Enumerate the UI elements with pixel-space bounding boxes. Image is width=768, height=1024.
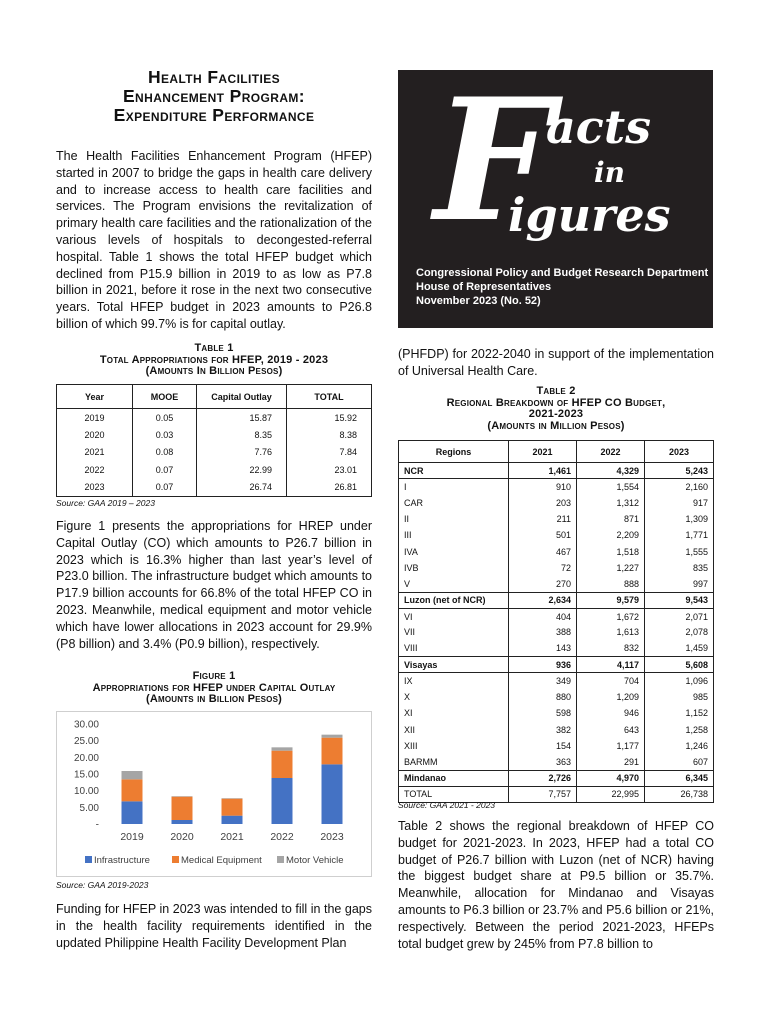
table1-cell: 2021 <box>57 444 133 462</box>
bar-motor-vehicle <box>172 796 193 797</box>
masthead-word-in: in <box>594 156 625 189</box>
table2-units: (Amounts in Million Pesos) <box>487 419 625 432</box>
table2-cell: 607 <box>645 754 714 770</box>
table1-cell: 22.99 <box>197 461 287 479</box>
table1-cell: 8.35 <box>197 426 287 444</box>
table2-cell: Mindanao <box>399 770 509 786</box>
table1-header: TOTAL <box>287 385 372 409</box>
bar-medical-equipment <box>172 797 193 820</box>
table2-cell: 22,995 <box>577 786 645 802</box>
table2-cell: 936 <box>509 657 577 673</box>
table2-cell: XIII <box>399 738 509 754</box>
table2-cell: 270 <box>509 576 577 592</box>
table2-cell: 946 <box>577 705 645 721</box>
table2-cell: 9,543 <box>645 592 714 608</box>
table2-cell: V <box>399 576 509 592</box>
table1-cell: 2022 <box>57 461 133 479</box>
table2-cell: 871 <box>577 511 645 527</box>
title-line-1: Health Facilities <box>147 67 281 87</box>
table2-row <box>399 641 714 657</box>
table2-cell: 4,970 <box>577 770 645 786</box>
table2-label: Table 2 <box>536 385 576 397</box>
figure1-source: Source: GAA 2019-2023 <box>56 880 149 890</box>
bar-motor-vehicle <box>272 747 293 750</box>
figure1-chart <box>56 711 372 877</box>
table2-cell: 2,209 <box>577 527 645 543</box>
table2-header: Regions <box>399 441 509 463</box>
table2-cell: 501 <box>509 527 577 543</box>
table2-row <box>399 495 714 511</box>
stacked-bar-chart <box>57 712 371 876</box>
table2-cell: Luzon (net of NCR) <box>399 592 509 608</box>
y-tick-label: 10.00 <box>73 786 99 798</box>
table2-cell: 154 <box>509 738 577 754</box>
table2-cell: 4,117 <box>577 657 645 673</box>
table2-cell: 1,554 <box>577 479 645 495</box>
y-tick-label: 30.00 <box>73 719 99 731</box>
table2-cell: 917 <box>645 495 714 511</box>
table2-cell: III <box>399 527 509 543</box>
table1-source: Source: GAA 2019 – 2023 <box>56 498 155 508</box>
figure1-title: Appropriations for HFEP under Capital Outlay <box>92 681 336 694</box>
table2-cell: 2,160 <box>645 479 714 495</box>
table2-row <box>399 511 714 527</box>
table2-subtotal-row <box>399 770 714 786</box>
table2-cell: 1,096 <box>645 673 714 689</box>
table2-cell: 880 <box>509 689 577 705</box>
x-tick-label: 2023 <box>320 831 344 843</box>
table2-cell: 1,177 <box>577 738 645 754</box>
figure1-paragraph: Figure 1 presents the appropriations for HREP under Capital Outlay (CO) which amounts to P26.7 billion in 2023 which is 16.3% higher than last year’s level of P23.0 billion. The infrastructure budget which amounts to P17.9 billion accounts for 66.8% of the total HFEP CO in 2023. Meanwhile, medical equipment and motor vehicle which have lower allocations in 2023 account for 29.9% (P8 billion) and 3.4% (P0.9 billion), respectively. <box>56 519 372 651</box>
table2-cell: 349 <box>509 673 577 689</box>
table2-cell: 1,246 <box>645 738 714 754</box>
phfdp-paragraph: (PHFDP) for 2022-2040 in support of the implementation of Universal Health Care. <box>398 347 714 378</box>
bar-motor-vehicle <box>122 771 143 779</box>
y-tick-label: 15.00 <box>73 769 99 781</box>
masthead-department <box>416 266 708 308</box>
legend-label: Infrastructure <box>94 855 150 866</box>
table2-cell: 6,345 <box>645 770 714 786</box>
table1-cell: 26.74 <box>197 479 287 497</box>
table2-cell: I <box>399 479 509 495</box>
table2-cell: 835 <box>645 560 714 576</box>
bar-motor-vehicle <box>322 735 343 738</box>
table1-cell: 8.38 <box>287 426 372 444</box>
table2-period: 2021-2023 <box>528 408 584 420</box>
table2-cell: 4,329 <box>577 463 645 479</box>
table2-row <box>399 576 714 592</box>
figure1-caption <box>56 671 372 706</box>
table2-cell: BARMM <box>399 754 509 770</box>
y-tick-label: 20.00 <box>73 752 99 764</box>
table2-row <box>399 560 714 576</box>
table2-subtotal-row <box>399 657 714 673</box>
table2-cell: 143 <box>509 641 577 657</box>
table2-row <box>399 624 714 640</box>
table1-label: Table 1 <box>194 342 234 354</box>
table2-cell: 203 <box>509 495 577 511</box>
table2-header: 2021 <box>509 441 577 463</box>
table2-row <box>399 673 714 689</box>
bar-medical-equipment <box>122 779 143 801</box>
table2-cell: VI <box>399 608 509 624</box>
y-tick-label: - <box>95 819 99 831</box>
table2-cell: 1,152 <box>645 705 714 721</box>
table1-header: MOOE <box>133 385 197 409</box>
table2-cell: VIII <box>399 641 509 657</box>
table1-row <box>57 479 372 497</box>
table2-cell: X <box>399 689 509 705</box>
table2-caption <box>398 386 714 432</box>
bar-motor-vehicle <box>222 798 243 799</box>
table2-cell: 1,258 <box>645 722 714 738</box>
table2-cell: 1,209 <box>577 689 645 705</box>
table2-cell: IVA <box>399 543 509 559</box>
table2-row <box>399 754 714 770</box>
table1-row <box>57 409 372 427</box>
table2-cell: 211 <box>509 511 577 527</box>
table2-cell: 598 <box>509 705 577 721</box>
table2-subtotal-row <box>399 592 714 608</box>
table2-row <box>399 543 714 559</box>
table2-cell: 388 <box>509 624 577 640</box>
legend-swatch <box>277 856 284 863</box>
table1-cell: 15.87 <box>197 409 287 427</box>
y-tick-label: 25.00 <box>73 736 99 748</box>
title-line-3: Expenditure Performance <box>113 105 315 125</box>
table2-subtotal-row <box>399 463 714 479</box>
table1-units: (Amounts In Billion Pesos) <box>145 365 283 377</box>
figure1-label: Figure 1 <box>192 670 236 682</box>
figure1-units: (Amounts in Billion Pesos) <box>145 693 283 705</box>
x-tick-label: 2020 <box>170 831 194 843</box>
table2-cell: VII <box>399 624 509 640</box>
table2-cell: IX <box>399 673 509 689</box>
title-line-2: Enhancement Program: <box>122 86 306 106</box>
table1-cell: 2020 <box>57 426 133 444</box>
table2-cell: CAR <box>399 495 509 511</box>
article-title <box>56 68 372 125</box>
table2-cell: 704 <box>577 673 645 689</box>
legend-label: Medical Equipment <box>181 855 262 866</box>
table2-row <box>399 608 714 624</box>
table2-cell: 72 <box>509 560 577 576</box>
table2-header: 2022 <box>577 441 645 463</box>
table1-cell: 7.84 <box>287 444 372 462</box>
table2-cell: 1,555 <box>645 543 714 559</box>
facts-in-figures-masthead <box>398 70 713 328</box>
table2-cell: 9,579 <box>577 592 645 608</box>
table2-cell: 363 <box>509 754 577 770</box>
bar-infrastructure <box>272 778 293 824</box>
table1-cell: 0.08 <box>133 444 197 462</box>
table1-cell: 0.05 <box>133 409 197 427</box>
table1-cell: 0.07 <box>133 479 197 497</box>
table2-cell: 26,738 <box>645 786 714 802</box>
table1-cell: 15.92 <box>287 409 372 427</box>
table2-cell: 832 <box>577 641 645 657</box>
table2-row <box>399 479 714 495</box>
table1-cell: 2023 <box>57 479 133 497</box>
table1-header: Year <box>57 385 133 409</box>
table2-cell: Visayas <box>399 657 509 673</box>
table2-cell: TOTAL <box>399 786 509 802</box>
table2-row <box>399 722 714 738</box>
table2-cell: XI <box>399 705 509 721</box>
table2-cell: 2,726 <box>509 770 577 786</box>
table1-row <box>57 426 372 444</box>
table2-cell: NCR <box>399 463 509 479</box>
table2-cell: 1,771 <box>645 527 714 543</box>
bar-infrastructure <box>122 801 143 824</box>
bar-medical-equipment <box>322 738 343 765</box>
table2-cell: 1,461 <box>509 463 577 479</box>
y-tick-label: 5.00 <box>79 802 99 814</box>
table2-cell: 2,071 <box>645 608 714 624</box>
table1-title: Total Appropriations for HFEP, 2019 - 2023 <box>99 353 329 366</box>
table1 <box>56 384 372 497</box>
table2-cell: 467 <box>509 543 577 559</box>
table2-cell: 7,757 <box>509 786 577 802</box>
table1-cell: 0.03 <box>133 426 197 444</box>
table2 <box>398 440 714 803</box>
table2-cell: 1,309 <box>645 511 714 527</box>
table2-row <box>399 705 714 721</box>
department-name: Congressional Policy and Budget Research Department <box>416 267 709 279</box>
x-tick-label: 2022 <box>270 831 294 843</box>
table2-cell: 291 <box>577 754 645 770</box>
table2-cell: 1,613 <box>577 624 645 640</box>
table2-cell: 1,312 <box>577 495 645 511</box>
issue-date: November 2023 (No. 52) <box>416 295 541 307</box>
table2-row <box>399 689 714 705</box>
table2-header: 2023 <box>645 441 714 463</box>
table1-row <box>57 461 372 479</box>
bar-infrastructure <box>222 816 243 824</box>
table2-cell: 643 <box>577 722 645 738</box>
intro-paragraph: The Health Facilities Enhancement Program (HFEP) started in 2007 to bridge the gaps in health care delivery and to increase access to health care facilities and services. The Program envisions the revitalization of primary health care facilities and the rationalization of the various levels of hospitals to decongested-referral hospital. Table 1 shows the total HFEP budget which declined from P15.9 billion in 2019 to as low as P7.8 billion in 2021, before it rose in the next two consecutive years. Total HFEP budget in 2023 amounts to P26.8 billion of which 99.7% is for capital outlay. <box>56 149 372 331</box>
table2-cell: 1,518 <box>577 543 645 559</box>
bar-infrastructure <box>322 764 343 824</box>
x-tick-label: 2021 <box>220 831 244 843</box>
table2-source: Source: GAA 2021 - 2023 <box>398 800 496 810</box>
table2-cell: 2,634 <box>509 592 577 608</box>
masthead-word-acts: acts <box>546 100 651 154</box>
table2-cell: 404 <box>509 608 577 624</box>
table1-cell: 26.81 <box>287 479 372 497</box>
table1-header: Capital Outlay <box>197 385 287 409</box>
masthead-big-f: F <box>434 70 554 259</box>
funding-paragraph: Funding for HFEP in 2023 was intended to fill in the gaps in the health facility requirements identified in the updated Philippine Health Facility Development Plan <box>56 902 372 950</box>
table1-cell: 0.07 <box>133 461 197 479</box>
legend-label: Motor Vehicle <box>286 855 344 866</box>
house-name: House of Representatives <box>416 281 552 293</box>
bar-medical-equipment <box>272 751 293 778</box>
table2-paragraph: Table 2 shows the regional breakdown of HFEP CO budget for 2021-2023. In 2023, HFEP had a total CO budget of P26.7 billion with Luzon (net of NCR) having the biggest budget share at P9.5 billion or 35.7%. Meanwhile, allocation for Mindanao and Visayas amounts to P6.3 billion or 23.7% and P5.6 billion or 21%, respectively. Between the period 2021-2023, HFEPs total budget grew by 245% from P7.8 billion to <box>398 819 714 951</box>
table2-cell: II <box>399 511 509 527</box>
table2-cell: 910 <box>509 479 577 495</box>
bar-infrastructure <box>172 820 193 824</box>
legend-swatch <box>85 856 92 863</box>
table2-cell: 997 <box>645 576 714 592</box>
table2-cell: 1,672 <box>577 608 645 624</box>
table1-row <box>57 444 372 462</box>
table2-cell: XII <box>399 722 509 738</box>
table2-cell: 888 <box>577 576 645 592</box>
table1-caption <box>56 343 372 378</box>
table2-row <box>399 527 714 543</box>
table2-cell: 985 <box>645 689 714 705</box>
table2-cell: IVB <box>399 560 509 576</box>
legend-swatch <box>172 856 179 863</box>
table2-row <box>399 738 714 754</box>
table2-cell: 2,078 <box>645 624 714 640</box>
x-tick-label: 2019 <box>120 831 144 843</box>
table2-title: Regional Breakdown of HFEP CO Budget, <box>446 396 666 409</box>
table2-cell: 5,608 <box>645 657 714 673</box>
table2-cell: 1,459 <box>645 641 714 657</box>
table1-cell: 23.01 <box>287 461 372 479</box>
masthead-word-igures: igures <box>508 188 671 242</box>
table2-cell: 382 <box>509 722 577 738</box>
table2-cell: 1,227 <box>577 560 645 576</box>
bar-medical-equipment <box>222 799 243 816</box>
table2-cell: 5,243 <box>645 463 714 479</box>
table1-cell: 7.76 <box>197 444 287 462</box>
table1-cell: 2019 <box>57 409 133 427</box>
